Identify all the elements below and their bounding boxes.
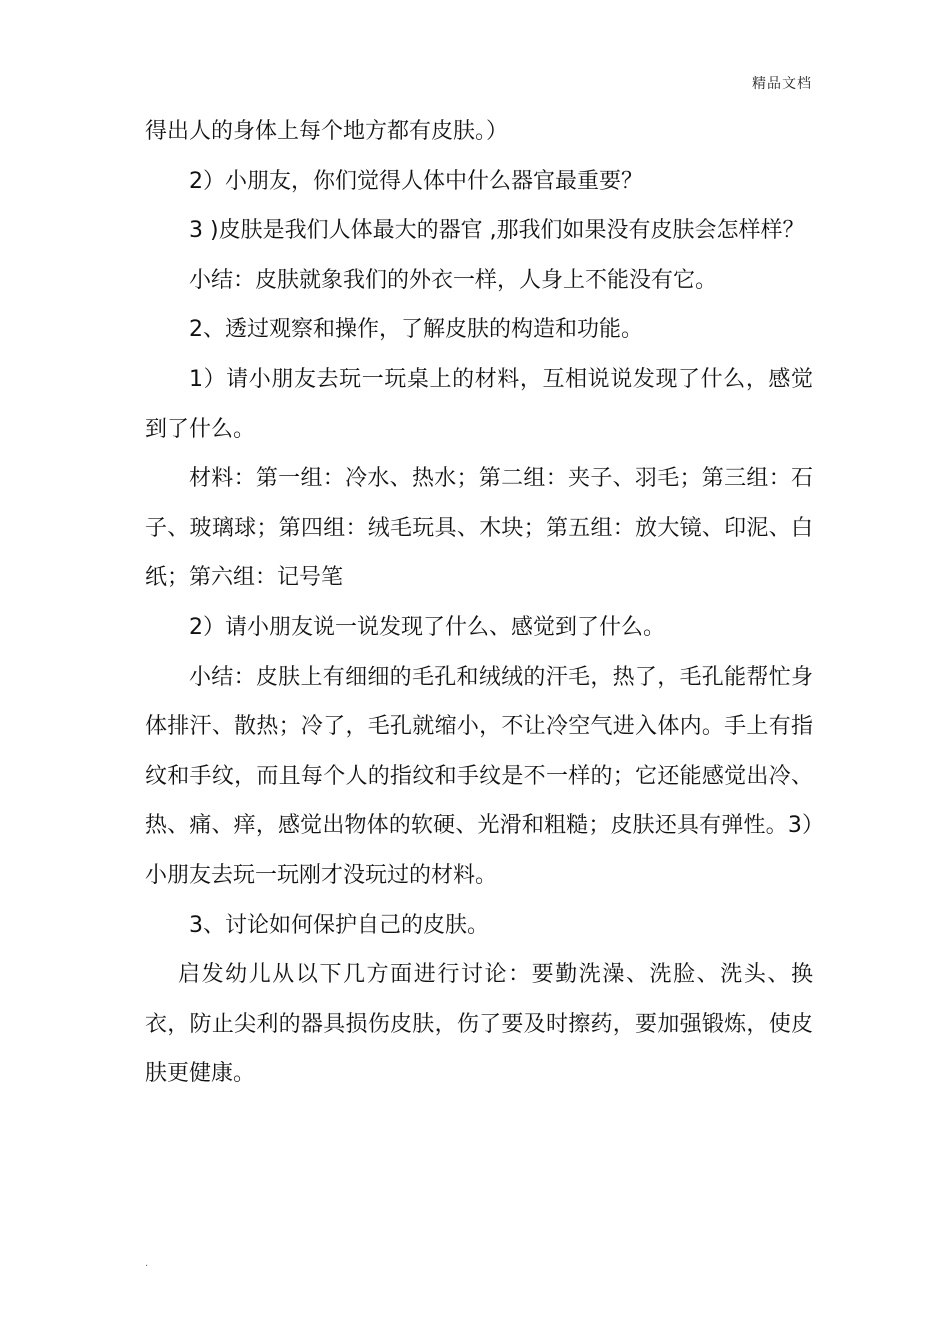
paragraph-activity-1: 1）请小朋友去玩一玩桌上的材料，互相说说发现了什么，感觉到了什么。 <box>145 366 813 442</box>
document-body <box>145 107 813 1099</box>
paragraph-section-2-heading: 2、透过观察和操作，了解皮肤的构造和功能。 <box>189 317 643 343</box>
paragraph-question-3: 3 )皮肤是我们人体最大的器官 ,那我们如果没有皮肤会怎样样？ <box>189 218 805 244</box>
paragraph-question-2: 2）小朋友，你们觉得人体中什么器官最重要？ <box>189 168 643 194</box>
paragraph-activity-2: 2）请小朋友说一说发现了什么、感觉到了什么。 <box>189 614 665 640</box>
paragraph-summary-1: 小结：皮肤就象我们的外衣一样，人身上不能没有它。 <box>189 267 718 293</box>
page-header-label: 精品文档 <box>752 76 812 92</box>
paragraph-summary-2: 小结：皮肤上有细细的毛孔和绒绒的汗毛，热了，毛孔能帮忙身体排汗、散热；冷了，毛孔就缩小，不让冷空气进入体内。手上有指纹和手纹，而且每个人的指纹和手纹是不一样的；它还能感觉出冷、热、痛、痒，感觉出物体的软硬、光滑和粗糙；皮肤还具有弹性。3）小朋友去玩一玩刚才没玩过的材料。 <box>145 664 813 888</box>
paragraph-section-3-heading: 3、讨论如何保护自己的皮肤。 <box>189 912 489 938</box>
paragraph-materials: 材料：第一组：冷水、热水；第二组：夹子、羽毛；第三组：石子、玻璃球；第四组：绒毛玩具、木块；第五组：放大镜、印泥、白纸；第六组：记号笔 <box>145 466 813 591</box>
paragraph-discussion: 启发幼儿从以下几方面进行讨论：要勤洗澡、洗脸、洗头、换衣，防止尖利的器具损伤皮肤，伤了要及时擦药，要加强锻炼，使皮肤更健康。 <box>145 962 813 1087</box>
footer-mark: . <box>145 1258 149 1269</box>
paragraph-continuation: 得出人的身体上每个地方都有皮肤。） <box>145 119 509 144</box>
